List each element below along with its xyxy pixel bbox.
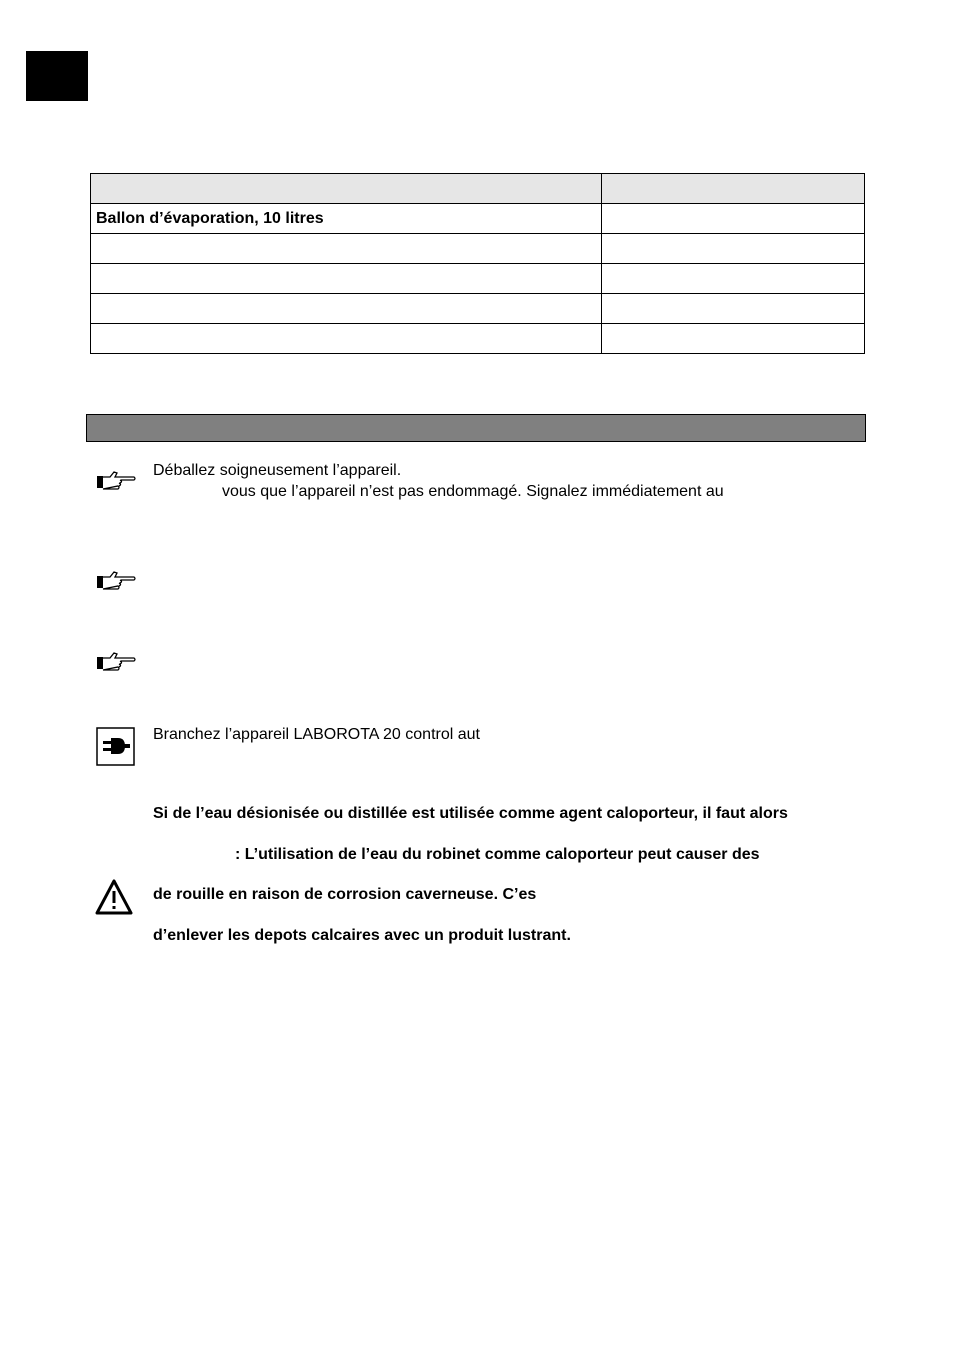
table-row xyxy=(91,204,865,234)
plug-icon xyxy=(96,727,135,766)
table-cell xyxy=(602,264,865,294)
table-cell xyxy=(602,324,865,354)
table-row xyxy=(91,294,865,324)
warning-triangle-icon xyxy=(94,878,134,916)
table-cell xyxy=(602,234,865,264)
pointing-hand-icon xyxy=(96,650,136,672)
table-cell xyxy=(91,264,602,294)
table-cell: Ballon d’évaporation, 10 litres xyxy=(91,204,602,234)
table-row xyxy=(91,234,865,264)
warning-text: : L’utilisation de l’eau du robinet comme caloporteur peut causer des xyxy=(235,846,760,863)
page-corner-marker xyxy=(26,51,88,101)
table-header-cell xyxy=(602,174,865,204)
table-cell xyxy=(602,204,865,234)
parts-table xyxy=(90,173,865,354)
warning-text: de rouille en raison de corrosion caverneuse. C’es xyxy=(153,886,537,903)
pointing-hand-icon xyxy=(96,569,136,591)
table-header-row xyxy=(91,174,865,204)
instruction-text: vous que l’appareil n’est pas endommagé. Signalez immédiatement au xyxy=(222,483,724,500)
table-cell xyxy=(91,294,602,324)
connect-text: Branchez l’appareil LABOROTA 20 control aut xyxy=(153,726,480,743)
table-cell xyxy=(91,234,602,264)
table-cell xyxy=(91,324,602,354)
pointing-hand-icon xyxy=(96,469,136,491)
table-row xyxy=(91,324,865,354)
section-header-bar xyxy=(86,414,866,442)
warning-text: d’enlever les depots calcaires avec un produit lustrant. xyxy=(153,927,571,944)
table-header-cell xyxy=(91,174,602,204)
table-row xyxy=(91,264,865,294)
warning-text: Si de l’eau désionisée ou distillée est utilisée comme agent caloporteur, il faut alors xyxy=(153,805,788,822)
instruction-text: Déballez soigneusement l’appareil. xyxy=(153,462,402,479)
table-cell xyxy=(602,294,865,324)
